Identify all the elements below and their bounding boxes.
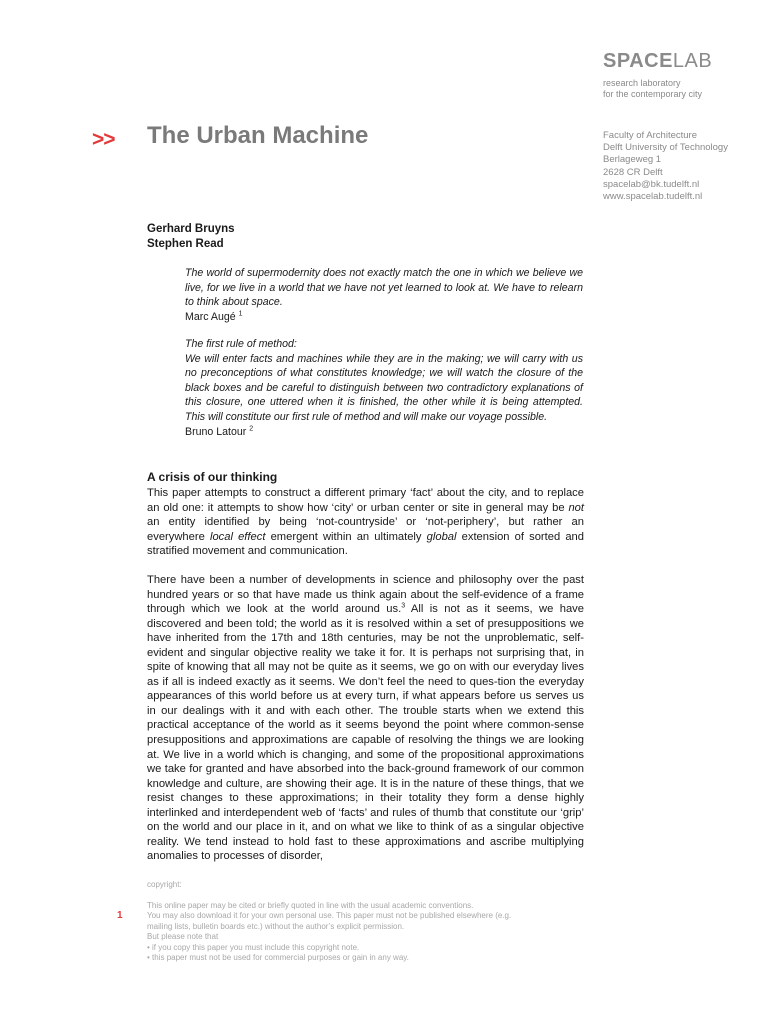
text-run: All is not as it seems, we have discovered and been told; the world as it is resolved within a set of presuppositions we have inherited from the 17th and 18th centuries, may be not the unproblematic, self-evident and singular objective reality we take it for. It is perhaps not surprising that, in spite of knowing that all may not be quite as it seems, we go on with our everyday lives as if all is indeed exactly as it seems. We don’t feel the need to ques-tion the everyday appearances of this world before us at every turn, if what appears before us serves us in our dealings with it and with each other. The trouble starts when we extend this practical acceptance of the world as it seems beyond the point where common-sense presuppositions and approximations are capable of resolving the things we are looking at. We live in a world which is changing, and some of the propositional approximations we take for granted and have absorbed into the back-ground framework of our common knowledge and culture, are showing their age. It is in the nature of these things, that we resist changes to these approximations; in their totality they form a dense highly interlinked and interdependent web of ‘facts’ and rules of thumb that constitute our ‘grip’ on the world and our place in it, and on what we like to think of as a singular objective reality. We tend instead to hold fast to these approximations and ascribe multiplying anomalies to processes of disorder, <box>147 603 584 863</box>
authors <box>147 222 235 251</box>
copyright-line: But please note that <box>147 932 219 941</box>
copyright-line: This online paper may be cited or briefly quoted in line with the usual academic conventions. <box>147 900 474 910</box>
address-website[interactable]: www.spacelab.tudelft.nl <box>603 191 703 203</box>
copyright-line: • if you copy this paper you must include this copyright note. <box>147 942 360 952</box>
epigraph-auge <box>185 266 583 324</box>
emphasis-not: not <box>568 501 584 514</box>
text-run: This paper attempts to construct a different primary ‘fact’ about the city, and to replace an old one: it attempts to show how ‘city’ or urban center or site in general may be <box>147 487 584 514</box>
footnote-ref: 2 <box>249 425 254 433</box>
title-marker: >> <box>92 128 115 151</box>
emphasis-global: global <box>426 530 457 543</box>
brand-tagline <box>603 78 763 100</box>
footnote-ref: 1 <box>238 310 243 318</box>
brand-block <box>603 50 763 100</box>
logo-bold: SPACE <box>603 50 673 72</box>
address-line: Faculty of Architecture <box>603 130 697 141</box>
text-run: an entity identified by being ‘not-countryside’ or ‘not-periphery’, but rather an everywhere <box>147 516 584 543</box>
address-email[interactable]: spacelab@bk.tudelft.nl <box>603 178 700 190</box>
body-paragraph-2 <box>147 573 584 864</box>
tagline-line: for the contemporary city <box>603 89 703 99</box>
epigraph-intro: The first rule of method: <box>185 338 297 350</box>
epigraph-author <box>185 425 583 440</box>
text-run: extension of sorted and stratified movement and communication. <box>147 530 584 558</box>
address-line: Delft University of Technology <box>603 142 728 154</box>
text-run: There have been a number of developments in science and philosophy over the past hundred years or so that have made us think again about the self-evidence of a frame through which we look at the world around us. <box>147 574 584 616</box>
copyright-line: You may also download it for your own personal use. This paper must not be published elsewhere (e.g. <box>147 911 512 920</box>
address-block <box>603 130 763 203</box>
copyright-notice <box>147 880 607 964</box>
address-line: Berlageweg 1 <box>603 154 662 166</box>
tagline-line: research laboratory <box>603 78 681 88</box>
footnote-ref: 3 <box>401 602 406 610</box>
epigraph-latour <box>185 337 583 439</box>
spacelab-logo <box>603 50 763 72</box>
epigraph-quote: We will enter facts and machines while they are in the making; we will carry with us no preconceptions of what constitutes knowledge; we will watch the closure of the black boxes and be careful to distinguish between two contradictory explanations of this closure, one uttered when it is finished, the other while it is being attempted. This will constitute our first rule of method and will make our voyage possible. <box>185 352 583 423</box>
epigraph-author <box>185 310 583 325</box>
logo-light: LAB <box>672 50 713 72</box>
copyright-label: copyright: <box>147 880 182 889</box>
paragraph <box>147 573 584 864</box>
text-run: emergent within an ultimately <box>265 530 427 543</box>
page-title: The Urban Machine <box>147 122 369 149</box>
epigraph-author-name: Marc Augé <box>185 310 236 323</box>
copyright-line: • this paper must not be used for commercial purposes or gain in any way. <box>147 953 409 962</box>
epigraph-quote: The world of supermodernity does not exactly match the one in which we believe we live, for we live in a world that we have not yet learned to look at. We have to relearn to think about space. <box>185 267 583 309</box>
copyright-line: mailing lists, bulletin boards etc.) without the author’s explicit permission. <box>147 921 405 931</box>
epigraph-author-name: Bruno Latour <box>185 425 247 438</box>
author-name: Stephen Read <box>147 237 224 250</box>
section-heading: A crisis of our thinking <box>147 470 278 484</box>
body-paragraph-1 <box>147 486 584 559</box>
page-number: 1 <box>117 910 123 921</box>
address-line: 2628 CR Delft <box>603 166 663 178</box>
paragraph <box>147 486 584 559</box>
emphasis-local-effect: local effect <box>209 530 266 543</box>
author-name: Gerhard Bruyns <box>147 223 235 235</box>
